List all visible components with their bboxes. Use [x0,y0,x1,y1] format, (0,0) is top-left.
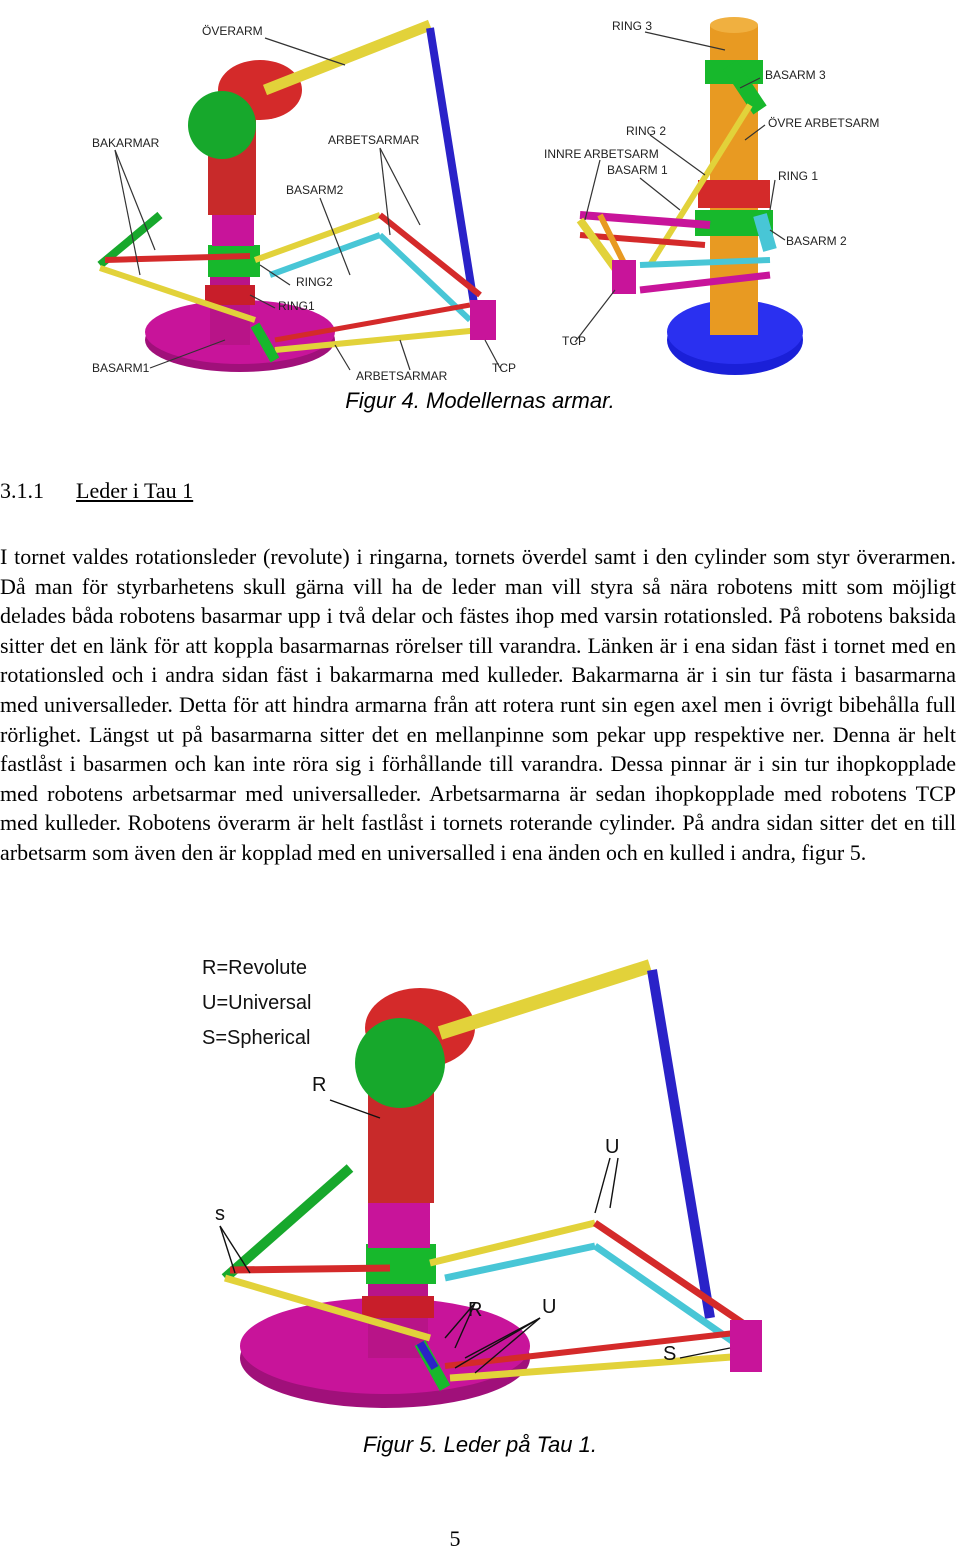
label-ring1: RING1 [278,299,315,313]
figure-5-caption: Figur 5. Leder på Tau 1. [362,1432,597,1457]
label-bakarmar: BAKARMAR [92,136,160,150]
label-r-mid: R [468,1299,483,1321]
label-ring1-right: RING 1 [778,169,819,183]
label-ring2: RING2 [296,275,333,289]
label-ovre-arbetsarm: ÖVRE ARBETSARM [768,116,880,130]
label-s-right: S [663,1343,677,1365]
label-ring2-right: RING 2 [626,124,667,138]
left-robot-model [92,24,516,383]
label-basarm3: BASARM 3 [765,68,826,82]
section-title: Leder i Tau 1 [76,478,194,503]
label-ring3: RING 3 [612,19,653,33]
label-tcp-left: TCP [492,361,516,375]
right-robot-model [544,17,879,375]
figure-4-caption: Figur 4. Modellernas armar. [345,388,615,413]
label-arbetsarmar-bottom: ARBETSARMAR [356,369,448,383]
label-s-left: s [215,1203,225,1225]
figure-5-image [190,948,770,1428]
label-basarm2: BASARM2 [286,183,344,197]
page-number: 5 [449,1526,461,1551]
section-number: 3.1.1 [0,478,44,503]
label-basarm1-right: BASARM 1 [607,163,668,177]
body-paragraph: I tornet valdes rotationsleder (revolute) i ringarna, tornets överdel samt i den cylinder som styr överarmen. Då man för styrbarhetens skull gärna vill ha de leder man vill styra så nära robotens mitt som möjligt delades båda robotens basarmar upp i två delar och fästes ihop med varsin rotationsled. På robotens baksida sitter det en länk för att koppla basarmarnas rörelser till varandra. Länken är i ena sidan fäst i tornet med en rotationsled och i andra sidan fäst i bakarmarna med kulleder. Bakarmarna är i sin tur fästa i basarmarna med universalleder. Detta för att hindra armarna från att rotera runt sin egen axel men i övrigt bibehålla full rörlighet. Längst ut på basarmarna sitter det en mellanpinne som pekar upp respektive ner. Denna är helt fastlåst i basarmen och kan inte röra sig i förhållande till varandra. Dessa pinnar är i sin tur ihopkopplade med robotens arbetsarmar med universalleder. Arbetsarmarna är sedan ihopkopplade med robotens TCP med kulleder. Robotens överarm är helt fastlåst i tornets roterande cylinder. På andra sidan sitter det en till arbetsarm som även den är kopplad med en universalled i ena änden och en kulled i andra, figur 5. [0,544,956,865]
label-u-top: U [605,1136,620,1158]
label-r-top: R [312,1074,327,1096]
figure-4-image [80,10,880,385]
label-inre-arbetsarm: INNRE ARBETSARM [544,147,659,161]
label-u-mid: U [542,1296,557,1318]
legend-universal: U=Universal [202,992,312,1014]
label-tcp-right: TCP [562,334,586,348]
label-basarm1: BASARM1 [92,361,150,375]
legend-revolute: R=Revolute [202,957,308,979]
section-heading [0,478,193,504]
label-overarm: ÖVERARM [202,24,263,38]
legend-spherical: S=Spherical [202,1027,311,1049]
label-basarm2-right: BASARM 2 [786,234,847,248]
label-arbetsarmar-top: ARBETSARMAR [328,133,420,147]
